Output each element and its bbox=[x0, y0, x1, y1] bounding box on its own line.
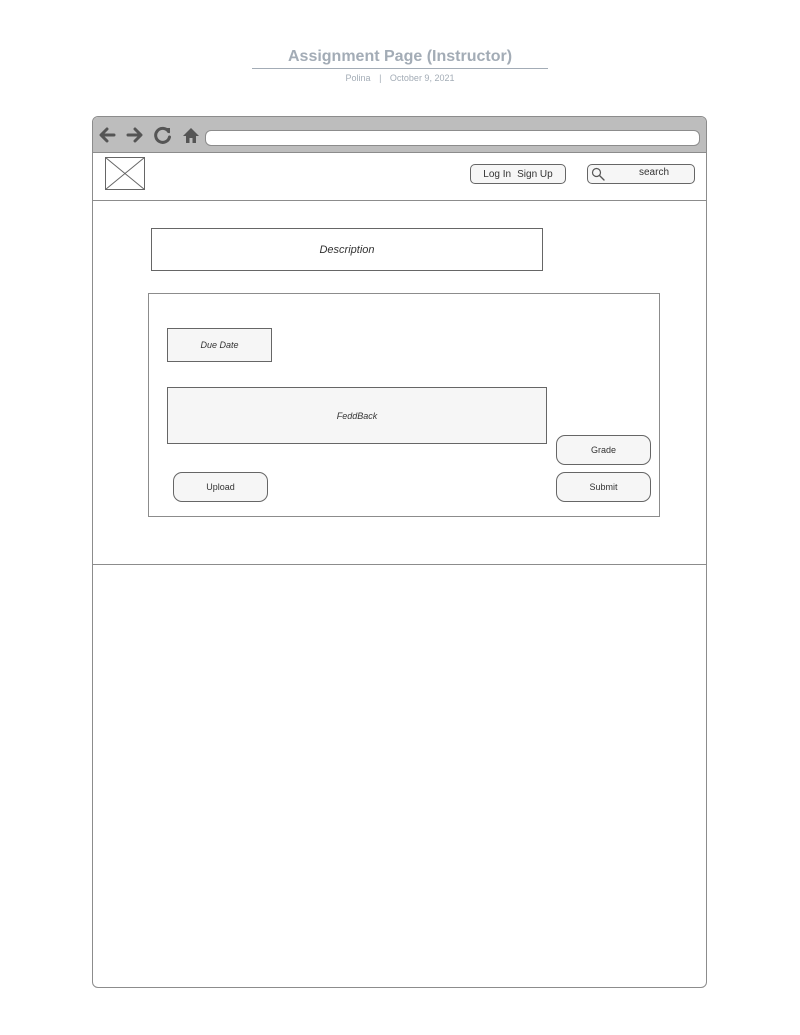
home-icon[interactable] bbox=[181, 125, 201, 145]
browser-window bbox=[92, 116, 707, 988]
search-icon bbox=[591, 167, 605, 181]
address-bar[interactable] bbox=[205, 130, 700, 146]
description-box bbox=[151, 228, 543, 271]
document-header bbox=[0, 48, 800, 83]
upload-button[interactable]: Upload bbox=[173, 472, 268, 502]
site-header bbox=[93, 153, 706, 201]
due-date-label: Due Date bbox=[200, 340, 239, 350]
feedback-field[interactable] bbox=[167, 387, 547, 444]
document-meta bbox=[0, 73, 800, 83]
image-placeholder-icon bbox=[105, 157, 145, 190]
auth-buttons bbox=[470, 164, 566, 184]
date-label: October 9, 2021 bbox=[389, 73, 455, 83]
content-divider bbox=[93, 564, 706, 565]
arrow-left-icon[interactable] bbox=[97, 125, 117, 145]
signup-button[interactable]: Sign Up bbox=[517, 168, 553, 180]
search-input[interactable] bbox=[587, 164, 695, 184]
author-label: Polina bbox=[345, 73, 371, 83]
due-date-field[interactable] bbox=[167, 328, 272, 362]
reload-icon[interactable] bbox=[153, 125, 173, 145]
page-title: Assignment Page (Instructor) bbox=[252, 48, 548, 69]
search-placeholder: search bbox=[638, 167, 669, 178]
browser-toolbar bbox=[93, 117, 706, 153]
arrow-right-icon[interactable] bbox=[125, 125, 145, 145]
submit-button[interactable]: Submit bbox=[556, 472, 651, 502]
meta-separator: | bbox=[379, 73, 382, 83]
feedback-label: FeddBack bbox=[336, 410, 378, 421]
assignment-panel bbox=[148, 293, 660, 517]
grade-button[interactable]: Grade bbox=[556, 435, 651, 465]
login-button[interactable]: Log In bbox=[483, 168, 512, 180]
description-label: Description bbox=[319, 243, 375, 256]
